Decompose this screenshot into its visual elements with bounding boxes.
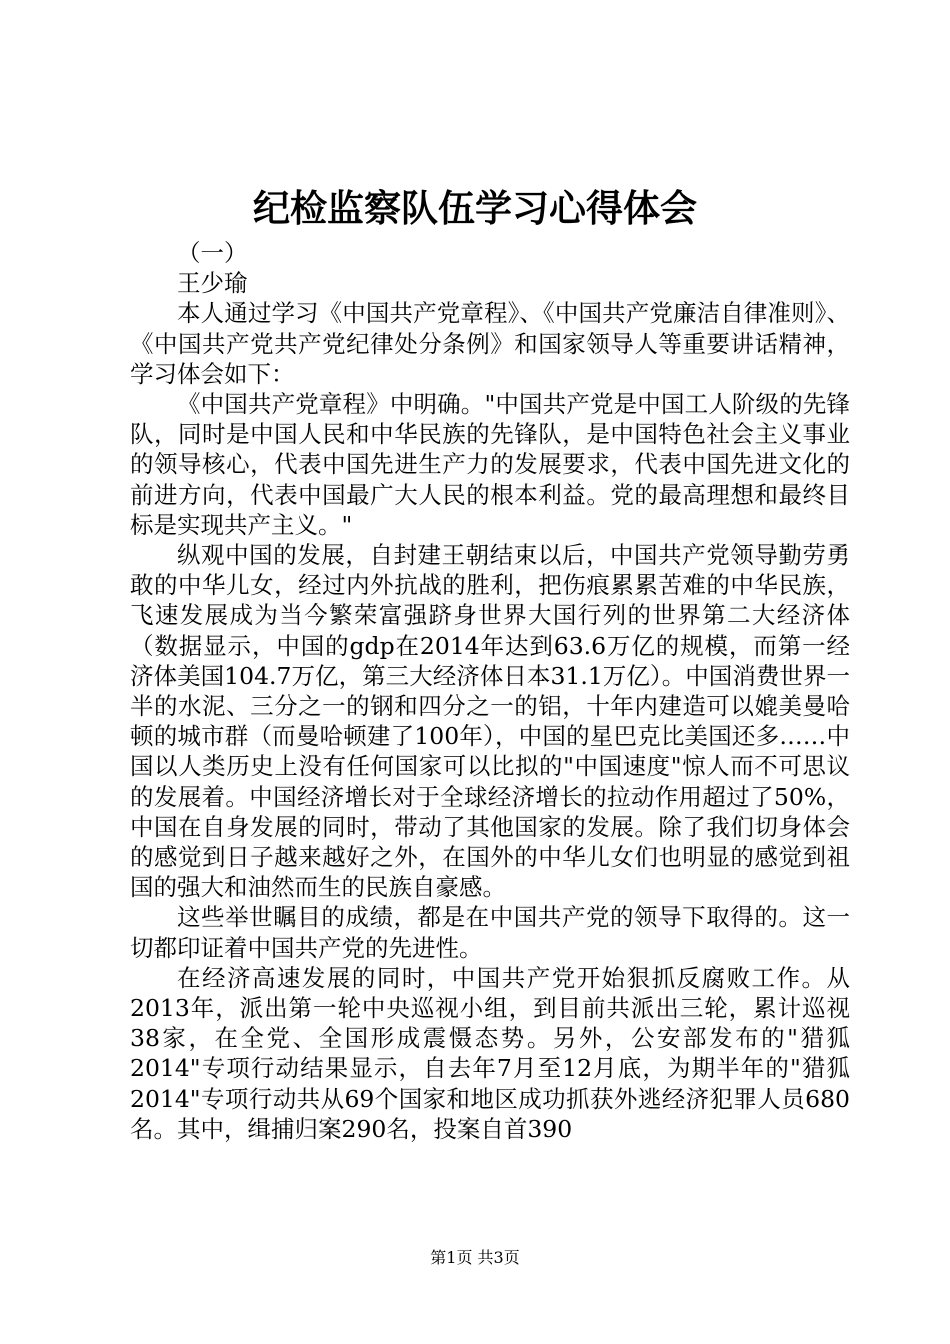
document-body [130, 238, 850, 1144]
paragraph: 纵观中国的发展，自封建王朝结束以后，中国共产党领导勤劳勇敢的中华儿女，经过内外抗战的胜利，把伤痕累累苦难的中华民族，飞速发展成为当今繁荣富强跻身世界大国行列的世界第二大经济体（数据显示，中国的gdp在2014年达到63.6万亿的规模，而第一经济体美国104.7万亿，第三大经济体日本31.1万亿）。中国消费世界一半的水泥、三分之一的钢和四分之一的铝，十年内建造可以媲美曼哈顿的城市群（而曼哈顿建了100年），中国的星巴克比美国还多……中国以人类历史上没有任何国家可以比拟的"中国速度"惊人而不可思议的发展着。中国经济增长对于全球经济增长的拉动作用超过了50%，中国在自身发展的同时，带动了其他国家的发展。除了我们切身体会的感觉到日子越来越好之外，在国外的中华儿女们也明显的感觉到祖国的强大和油然而生的民族自豪感。 [130, 541, 850, 902]
section-marker: （一） [177, 239, 248, 267]
page-footer: 第1页 共3页 [430, 1248, 520, 1267]
paragraph: 本人通过学习《中国共产党章程》、《中国共产党廉洁自律准则》、《中国共产党共产党纪律处分条例》和国家领导人等重要讲话精神，学习体会如下： [130, 299, 850, 388]
author-name: 王少瑜 [177, 269, 248, 298]
paragraph: 这些举世瞩目的成绩，都是在中国共产党的领导下取得的。这一切都印证着中国共产党的先进性。 [130, 903, 850, 962]
document-title: 纪检监察队伍学习心得体会 [253, 186, 697, 230]
paragraph: 在经济高速发展的同时，中国共产党开始狠抓反腐败工作。从2013年，派出第一轮中央巡视小组，到目前共派出三轮，累计巡视38家，在全党、全国形成震慑态势。另外，公安部发布的"猎狐2014"专项行动结果显示，自去年7月至12月底，为期半年的"猎狐2014"专项行动共从69个国家和地区成功抓获外逃经济犯罪人员680名。其中，缉捕归案290名，投案自首390 [130, 963, 850, 1143]
paragraph: 《中国共产党章程》中明确。"中国共产党是中国工人阶级的先锋队，同时是中国人民和中华民族的先锋队，是中国特色社会主义事业的领导核心，代表中国先进生产力的发展要求，代表中国先进文化的前进方向，代表中国最广大人民的根本利益。党的最高理想和最终目标是实现共产主义。" [130, 390, 850, 539]
